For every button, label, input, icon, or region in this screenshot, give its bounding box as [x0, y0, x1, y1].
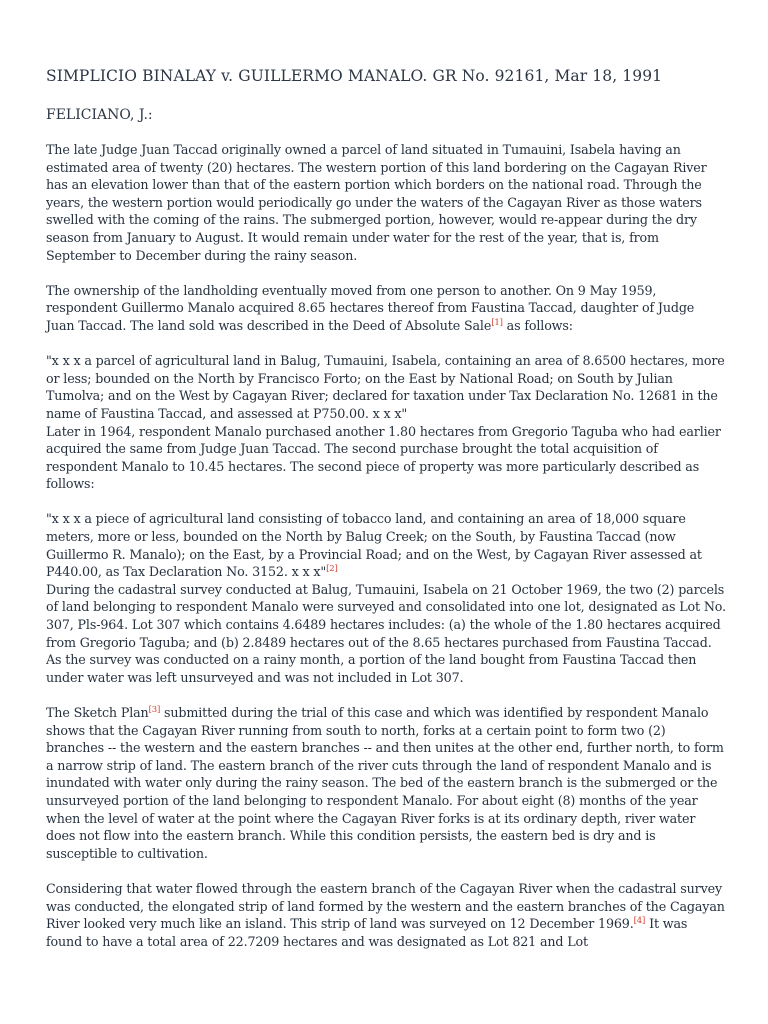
quoted-deed-2-text: "x x x a piece of agricultural land consisting of tobacco land, and containing an area of 18,000 square meters, more or less, bounded on the North by Balug Creek; on the South, by Faustina Taccad (now Guillermo R. Manalo); on the East, by a Provincial Road; and on the West, by Cagayan River assessed at P440.00, as Tax Declaration No. 3152. x x x": [46, 511, 702, 580]
paragraph-5: [46, 704, 726, 862]
paragraph-6-text: Considering that water flowed through the eastern branch of the Cagayan River when the cadastral survey was conducted, the elongated strip of land formed by the western and the eastern branches of the Cagayan River looked very much like an island. This strip of land was surveyed on 12 December 1969.: [46, 880, 725, 932]
ponente: FELICIANO, J.:: [46, 107, 153, 123]
footnote-link-3[interactable]: [3]: [148, 704, 161, 715]
paragraph-3: Later in 1964, respondent Manalo purchased another 1.80 hectares from Gregorio Taguba who had earlier acquired the same from Judge Juan Taccad. The second purchase brought the total acquisition of respondent Manalo to 10.45 hectares. The second piece of property was more particularly described as follows:: [46, 423, 721, 492]
paragraph-6: [46, 880, 726, 950]
paragraph-2-text: The ownership of the landholding eventually moved from one person to another. On 9 May 1959, respondent Guillermo Manalo acquired 8.65 hectares thereof from Faustina Taccad, daughter of Judge Juan Taccad. The land sold was described in the Deed of Absolute Sale: [46, 282, 695, 333]
paragraph-5-tail: submitted during the trial of this case and which was identified by respondent Manalo shows that the Cagayan River running from south to north, forks at a certain point to form two (2) branches -- the western and the eastern branches -- and then unites at the other end, further north, to form a narrow strip of land. The eastern branch of the river cuts through the land of respondent Manalo and is inundated with water only during the rainy season. The bed of the eastern branch is the submerged or the unsurveyed portion of the land belonging to respondent Manalo. For about eight (8) months of the year when the level of water at the point where the Cagayan River forks is at its ordinary depth, river water does not flow into the eastern branch. While this condition persists, the eastern bed is dry and is susceptible to cultivation.: [46, 705, 724, 861]
paragraph-5-text: The Sketch Plan: [46, 705, 149, 720]
paragraph-2: [46, 282, 726, 335]
footnote-link-4[interactable]: [4]: [633, 915, 646, 926]
footnote-link-1[interactable]: [1]: [491, 317, 503, 328]
paragraph-1: The late Judge Juan Taccad originally owned a parcel of land situated in Tumauini, Isabela having an estimated area of twenty (20) hectares. The western portion of this land bordering on the Cagayan River has an elevation lower than that of the eastern portion which borders on the national road. Through the years, the western portion would periodically go under the waters of the Cagayan River as those waters swelled with the coming of the rains. The submerged portion, however, would re-appear during the dry season from January to August. It would remain under water for the rest of the year, that is, from September to December during the rainy season.: [46, 142, 707, 263]
quoted-deed-2: [46, 510, 726, 580]
case-title: SIMPLICIO BINALAY v. GUILLERMO MANALO. GR No. 92161, Mar 18, 1991: [46, 67, 663, 85]
paragraph-2-tail: as follows:: [502, 317, 573, 333]
decision-body: [46, 141, 726, 950]
paragraph-6-tail: It was found to have a total area of 22.7209 hectares and was designated as Lot 821 and Lot: [46, 916, 688, 949]
quoted-deed-1: "x x x a parcel of agricultural land in Balug, Tumauini, Isabela, containing an area of 8.6500 hectares, more or less; bounded on the North by Francisco Forto; on the East by National Road; on South by Julian Tumolva; and on the West by Cagayan River; declared for taxation under Tax Declaration No. 12681 in the name of Faustina Taccad, and assessed at P750.00. x x x": [46, 353, 725, 421]
footnote-link-2[interactable]: [2]: [326, 564, 338, 575]
paragraph-4: During the cadastral survey conducted at Balug, Tumauini, Isabela on 21 October 1969, the two (2) parcels of land belonging to respondent Manalo were surveyed and consolidated into one lot, designated as Lot No. 307, Pls-964. Lot 307 which contains 4.6489 hectares includes: (a) the whole of the 1.80 hectares acquired from Gregorio Taguba; and (b) 2.8489 hectares out of the 8.65 hectares purchased from Faustina Taccad. As the survey was conducted on a rainy month, a portion of the land bought from Faustina Taccad then under water was left unsurveyed and was not included in Lot 307.: [46, 581, 726, 685]
